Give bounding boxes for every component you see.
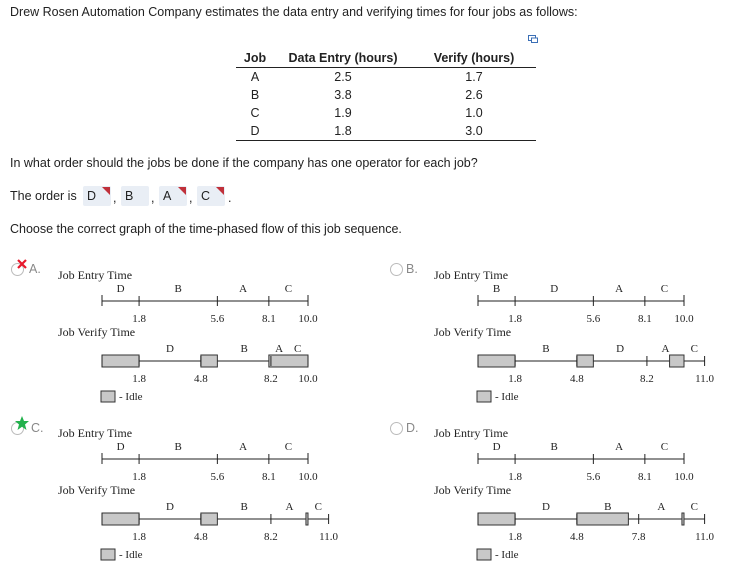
popup-icon[interactable] (528, 35, 538, 43)
verify-job-label: A (657, 501, 666, 513)
entry-job-label: B (492, 283, 501, 295)
entry-tick-label: 10.0 (674, 313, 694, 325)
cell-job: D (250, 124, 260, 138)
verify-tick-label: 4.8 (570, 373, 584, 385)
entry-tick-label: 8.1 (637, 313, 652, 325)
answer-value: C (201, 189, 211, 203)
entry-job-label: A (239, 441, 248, 453)
idle-bar (670, 355, 684, 367)
idle-bar (269, 355, 308, 367)
verify-title: Job Verify Time (58, 325, 136, 339)
entry-tick-label: 1.8 (508, 471, 522, 483)
answer-box-2[interactable] (121, 186, 149, 206)
verify-tick-label: 8.2 (264, 531, 278, 543)
entry-job-label: B (174, 283, 182, 295)
idle-bar (478, 513, 515, 525)
header-verify: Verify (hours) (412, 49, 536, 68)
verify-job-label: B (542, 343, 550, 355)
idle-bar (201, 355, 217, 367)
table-row (236, 68, 536, 87)
answer-value: B (125, 189, 134, 203)
verify-job-label: D (166, 343, 174, 355)
intro-text: Drew Rosen Automation Company estimates the data entry and verifying times for four jobs as follows: (10, 5, 578, 19)
answer-value: A (163, 189, 172, 203)
answer-box-1[interactable] (83, 186, 111, 206)
idle-bar (201, 513, 217, 525)
verify-job-label: B (240, 343, 248, 355)
entry-job-label: D (116, 441, 125, 453)
jobs-table (236, 49, 536, 141)
verify-job-label: A (275, 343, 284, 355)
entry-tick-label: 1.8 (508, 313, 522, 325)
option-d-label: D. (406, 421, 419, 435)
order-end: . (228, 191, 232, 205)
verify-tick-label: 8.2 (264, 373, 278, 385)
entry-tick-label: 10.0 (674, 471, 694, 483)
idle-legend-label: - Idle (495, 549, 519, 561)
entry-job-label: A (615, 283, 624, 295)
entry-tick-label: 8.1 (261, 471, 276, 483)
order-separator: , (151, 191, 155, 205)
entry-tick-label: 10.0 (298, 471, 318, 483)
entry-job-label: B (550, 441, 558, 453)
idle-legend-label: - Idle (119, 391, 143, 403)
option-a-chart[interactable] (56, 267, 336, 417)
verify-title: Job Verify Time (434, 325, 512, 339)
option-c-label: C. (31, 421, 44, 435)
verify-tick-label: 1.8 (132, 373, 146, 385)
cell-verify: 2.6 (465, 88, 483, 102)
answer-box-3[interactable] (159, 186, 187, 206)
entry-job-label: D (492, 441, 501, 453)
verify-tick-label: 1.8 (508, 373, 522, 385)
order-separator: , (113, 191, 117, 205)
cell-verify: 1.7 (465, 70, 483, 84)
option-d-chart[interactable] (432, 425, 715, 575)
cell-job: A (250, 70, 260, 84)
entry-tick-label: 10.0 (298, 313, 318, 325)
option-b-chart[interactable] (432, 267, 715, 417)
cell-data-entry: 3.8 (334, 88, 352, 102)
idle-legend-swatch (101, 549, 115, 560)
table-header-row (236, 49, 536, 68)
entry-title: Job Entry Time (434, 426, 509, 440)
verify-job-label: D (542, 501, 550, 513)
entry-job-label: C (284, 283, 293, 295)
cell-data-entry: 2.5 (334, 70, 352, 84)
table-row (236, 122, 536, 141)
idle-bar (577, 355, 593, 367)
verify-job-label: C (690, 501, 698, 513)
option-c-chart[interactable] (56, 425, 339, 575)
entry-tick-label: 1.8 (132, 313, 146, 325)
entry-job-label: C (284, 441, 293, 453)
entry-tick-label: 5.6 (210, 471, 225, 483)
verify-tick-label: 8.2 (640, 373, 654, 385)
feedback-flag-icon (216, 187, 224, 195)
verify-tick-label: 11.0 (695, 373, 715, 385)
entry-tick-label: 8.1 (261, 313, 276, 325)
feedback-flag-icon (178, 187, 186, 195)
entry-job-label: D (550, 283, 559, 295)
entry-job-label: D (116, 283, 125, 295)
question-text: In what order should the jobs be done if the company has one operator for each job? (10, 156, 478, 170)
idle-legend-swatch (477, 549, 491, 560)
option-a-label: A. (29, 262, 41, 276)
verify-tick-label: 4.8 (194, 531, 208, 543)
entry-tick-label: 5.6 (586, 313, 601, 325)
entry-title: Job Entry Time (58, 426, 133, 440)
verify-job-label: C (314, 501, 322, 513)
verify-job-label: A (661, 343, 670, 355)
verify-title: Job Verify Time (434, 483, 512, 497)
entry-job-label: A (239, 283, 248, 295)
idle-bar (478, 355, 515, 367)
verify-job-label: D (166, 501, 174, 513)
verify-tick-label: 1.8 (132, 531, 146, 543)
answer-value: D (87, 189, 97, 203)
cell-data-entry: 1.9 (334, 106, 352, 120)
verify-job-label: C (294, 343, 302, 355)
idle-bar (102, 355, 139, 367)
verify-tick-label: 4.8 (570, 531, 584, 543)
entry-tick-label: 8.1 (637, 471, 652, 483)
verify-tick-label: 7.8 (631, 531, 646, 543)
idle-legend-label: - Idle (495, 391, 519, 403)
cell-job: C (250, 106, 260, 120)
entry-tick-label: 5.6 (586, 471, 601, 483)
verify-tick-label: 11.0 (319, 531, 339, 543)
entry-tick-label: 1.8 (132, 471, 146, 483)
verify-job-label: C (690, 343, 698, 355)
cell-job: B (250, 88, 260, 102)
verify-job-label: A (285, 501, 294, 513)
entry-job-label: C (660, 441, 669, 453)
correct-star-icon (14, 415, 30, 431)
idle-bar (577, 513, 629, 525)
option-b-radio[interactable] (390, 263, 403, 276)
cell-verify: 3.0 (465, 124, 483, 138)
verify-title: Job Verify Time (58, 483, 136, 497)
idle-legend-label: - Idle (119, 549, 143, 561)
entry-title: Job Entry Time (434, 268, 509, 282)
entry-title: Job Entry Time (58, 268, 133, 282)
feedback-flag-icon (102, 187, 110, 195)
instruction-text: Choose the correct graph of the time-phased flow of this job sequence. (10, 222, 402, 236)
header-job: Job (236, 49, 274, 68)
option-b-label: B. (406, 262, 418, 276)
order-separator: , (189, 191, 193, 205)
verify-tick-label: 10.0 (298, 373, 318, 385)
verify-tick-label: 4.8 (194, 373, 208, 385)
table-row (236, 86, 536, 104)
idle-legend-swatch (477, 391, 491, 402)
verify-job-label: B (240, 501, 248, 513)
header-data-entry: Data Entry (hours) (274, 49, 412, 68)
entry-job-label: B (174, 441, 182, 453)
entry-tick-label: 5.6 (210, 313, 225, 325)
verify-job-label: D (616, 343, 625, 355)
entry-job-label: A (615, 441, 624, 453)
idle-bar (102, 513, 139, 525)
table-row (236, 104, 536, 122)
verify-job-label: B (604, 501, 612, 513)
idle-bar (682, 513, 684, 525)
idle-bar (306, 513, 308, 525)
option-d-radio[interactable] (390, 422, 403, 435)
idle-legend-swatch (101, 391, 115, 402)
cell-data-entry: 1.8 (334, 124, 352, 138)
wrong-x-icon (15, 257, 29, 271)
cell-verify: 1.0 (465, 106, 483, 120)
answer-box-4[interactable] (197, 186, 225, 206)
verify-tick-label: 11.0 (695, 531, 715, 543)
order-prefix: The order is (10, 189, 77, 203)
entry-job-label: C (660, 283, 669, 295)
verify-tick-label: 1.8 (508, 531, 522, 543)
